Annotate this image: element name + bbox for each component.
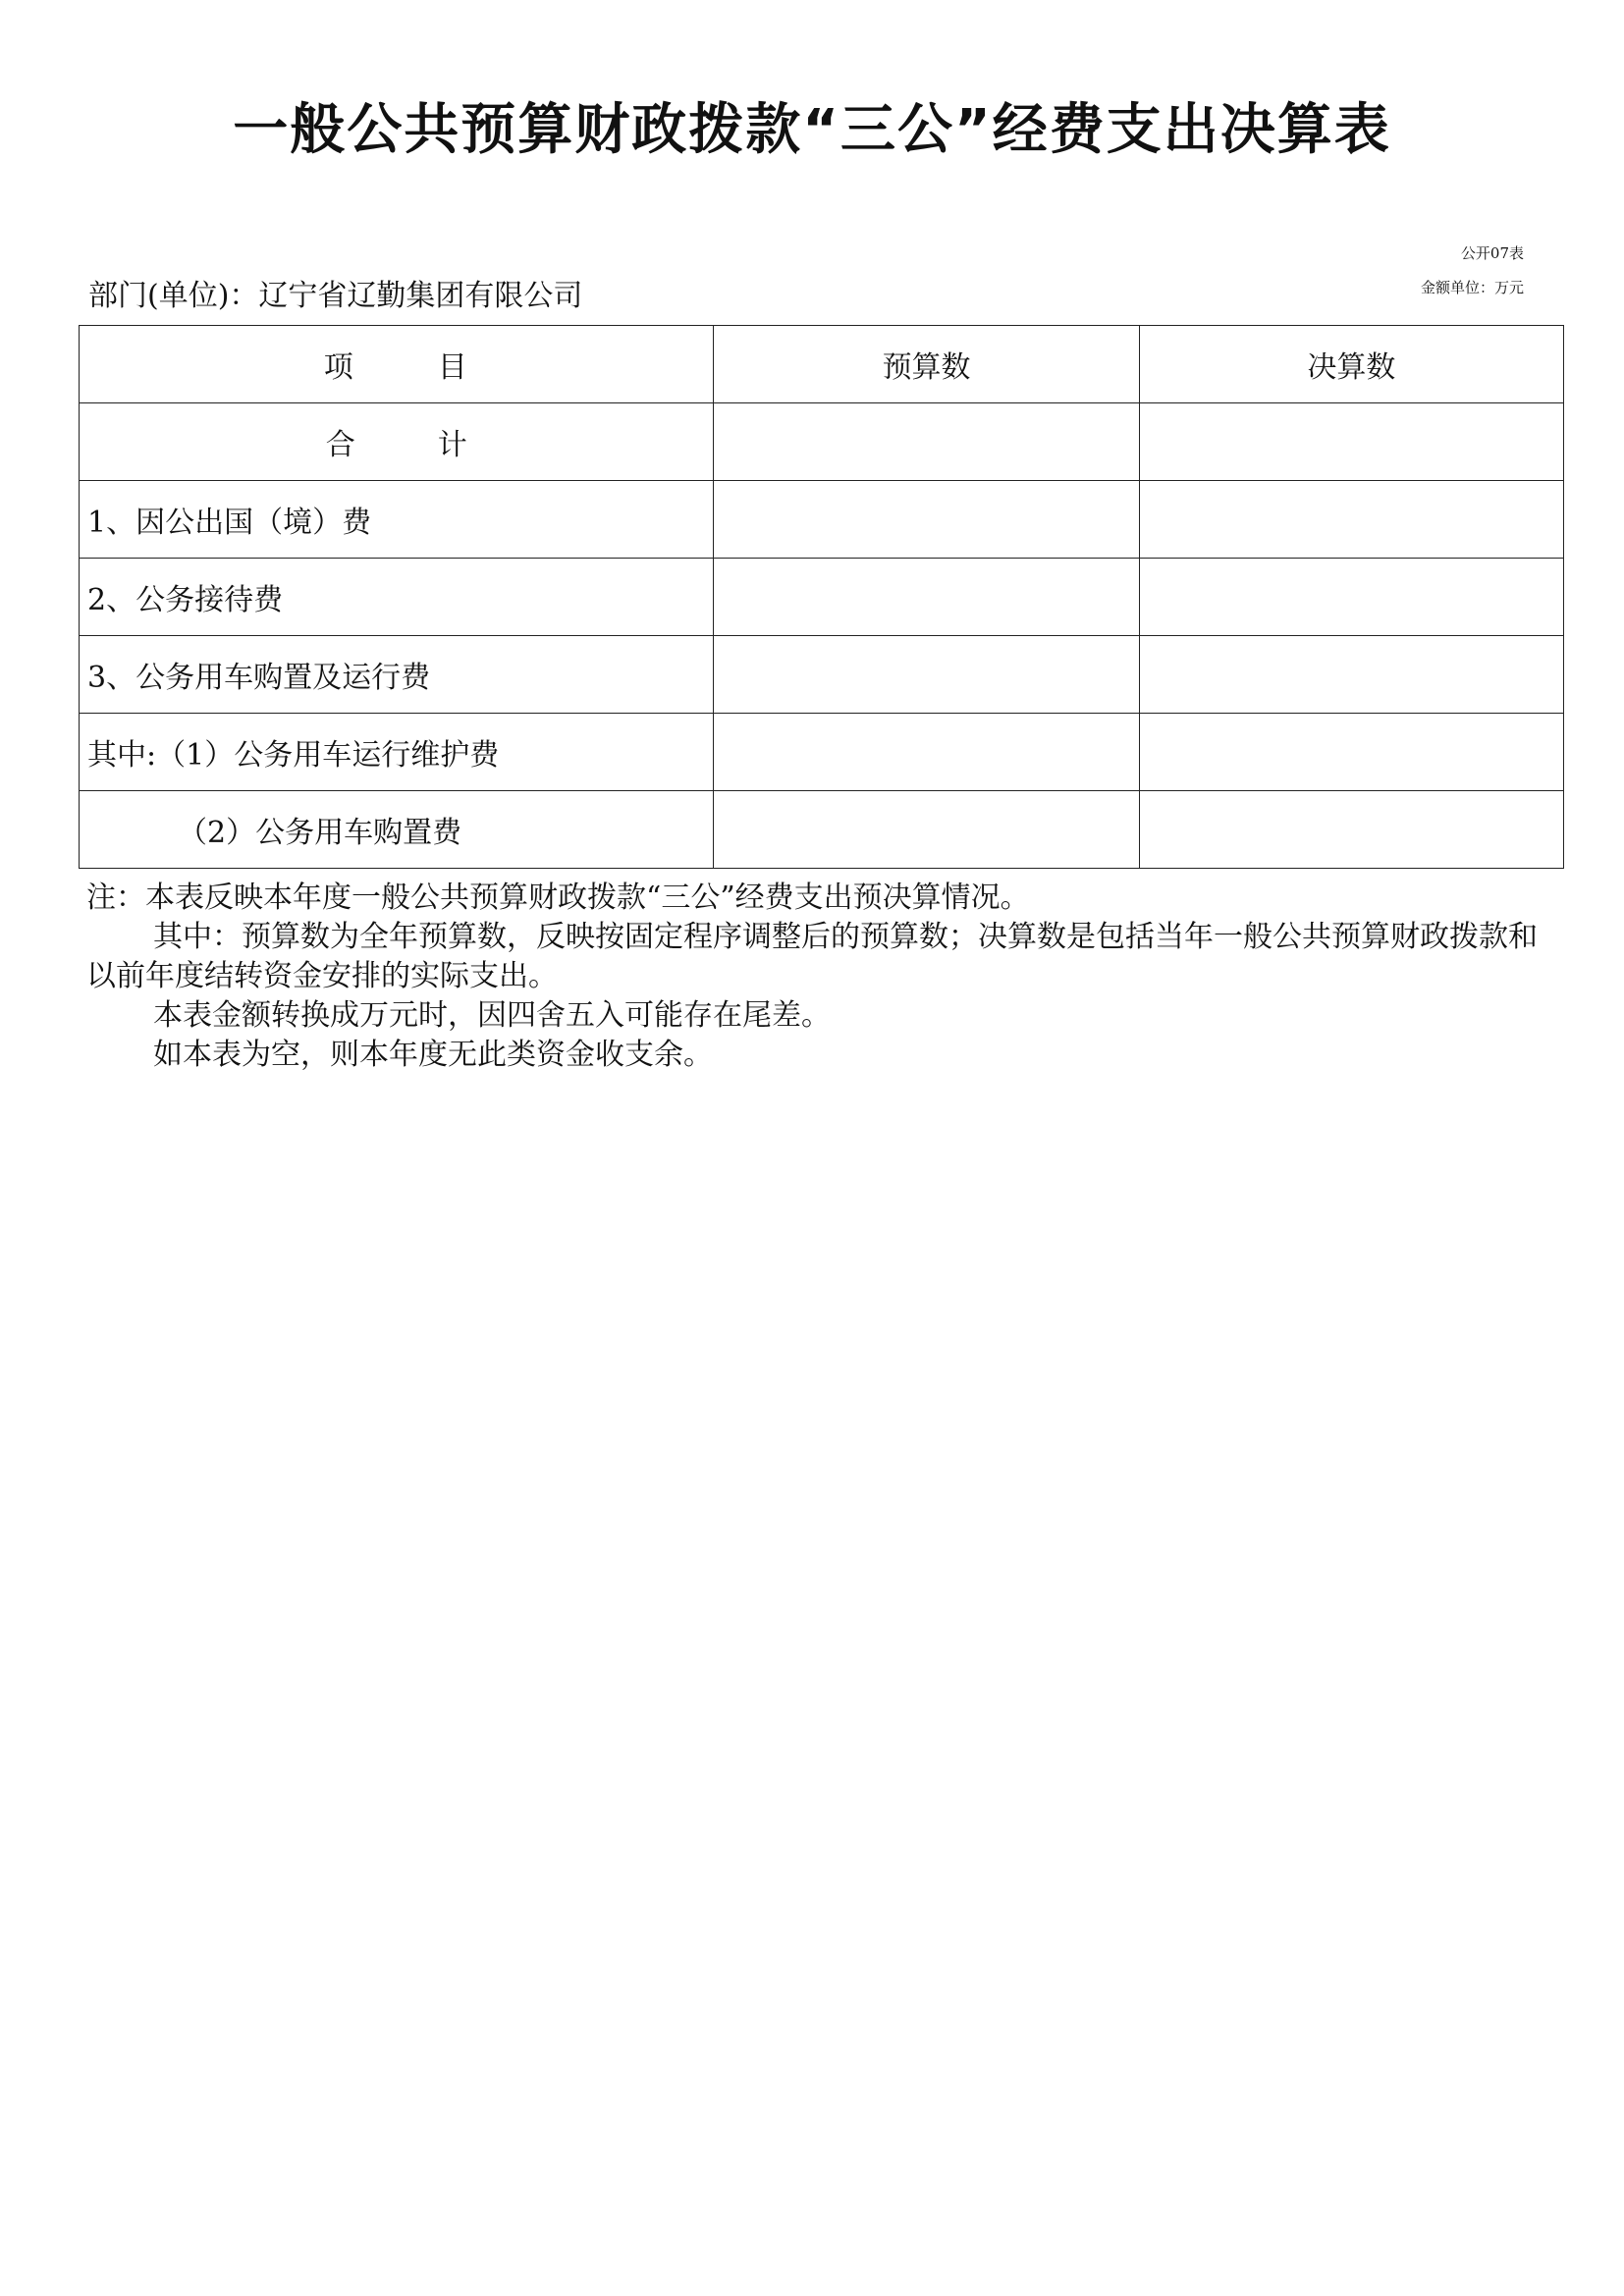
row-label-vehicle-purchase: （2）公务用车购置费 [80,791,714,869]
row-label-vehicle-operation: 其中:（1）公务用车运行维护费 [80,714,714,791]
header-item [80,326,714,403]
table-row [80,481,1564,559]
row-budget-cell [714,714,1139,791]
department-label: 部门(单位)：辽宁省辽勤集团有限公司 [88,279,583,313]
table-row [80,714,1564,791]
table-row [80,636,1564,714]
total-budget-cell [714,403,1139,481]
row-budget-cell [714,791,1139,869]
row-final-cell [1139,714,1563,791]
note-line-4: 如本表为空，则本年度无此类资金收支余。 [153,1038,713,1072]
total-label [80,403,714,481]
total-final-cell [1139,403,1563,481]
table-notes [86,879,1540,1075]
header-item-char-2: 目 [437,350,469,385]
row-final-cell [1139,636,1563,714]
header-item-char-1: 项 [323,350,355,385]
form-code: 公开07表 [1460,244,1524,262]
expense-table [79,325,1564,869]
note-line-3: 本表金额转换成万元时，因四舍五入可能存在尾差。 [153,998,831,1033]
row-label-vehicles: 3、公务用车购置及运行费 [80,636,714,714]
note-line-1: 注：本表反映本年度一般公共预算财政拨款“三公”经费支出预决算情况。 [86,881,1030,915]
row-label-overseas-travel: 1、因公出国（境）费 [80,481,714,559]
total-label-char-2: 计 [437,428,467,462]
row-budget-cell [714,636,1139,714]
row-budget-cell [714,559,1139,636]
row-final-cell [1139,559,1563,636]
table-header-row [80,326,1564,403]
row-final-cell [1139,791,1563,869]
note-line-2: 其中：预算数为全年预算数，反映按固定程序调整后的预算数；决算数是包括当年一般公共预算财政拨款和以前年度结转资金安排的实际支出。 [86,920,1538,993]
amount-unit-label: 金额单位：万元 [1420,279,1524,296]
header-budget: 预算数 [714,326,1139,403]
row-label-reception: 2、公务接待费 [80,559,714,636]
header-final: 决算数 [1139,326,1563,403]
page-title: 一般公共预算财政拨款“三公”经费支出决算表 [233,98,1391,162]
table-row [80,559,1564,636]
row-budget-cell [714,481,1139,559]
row-final-cell [1139,481,1563,559]
table-row-total [80,403,1564,481]
total-label-char-1: 合 [325,428,355,462]
table-row [80,791,1564,869]
